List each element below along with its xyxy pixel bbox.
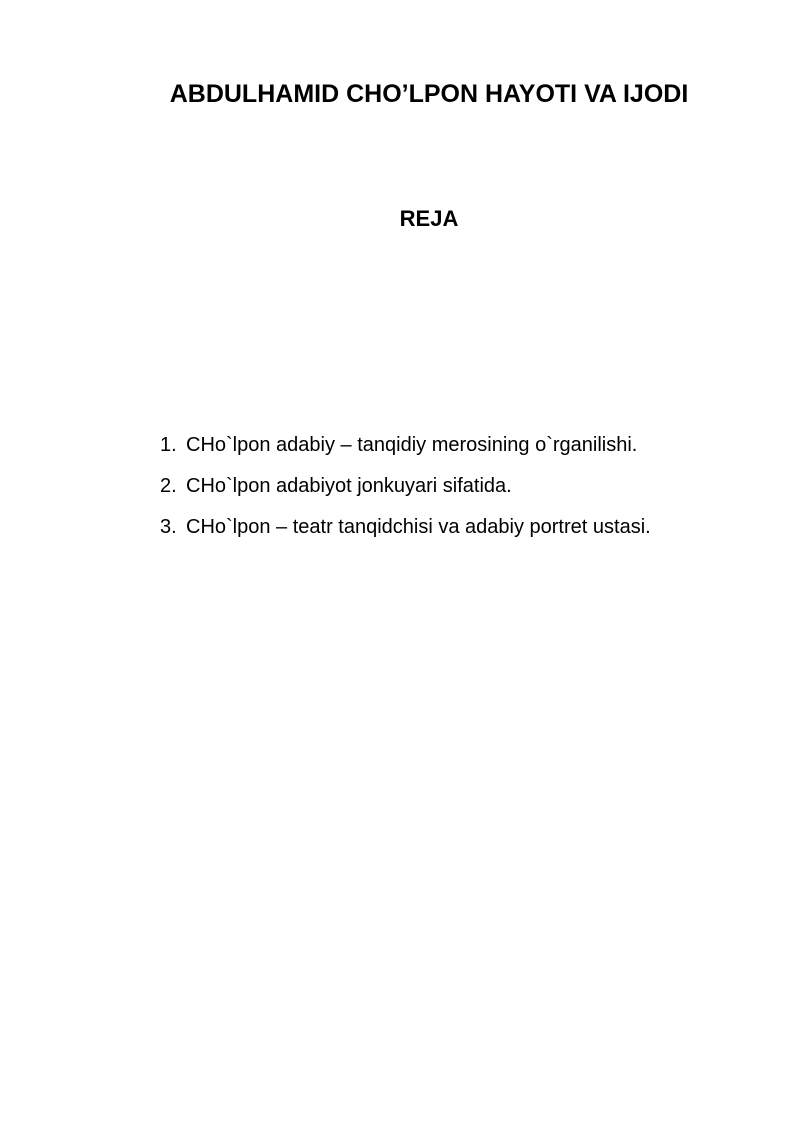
- plan-item-text: CHo`lpon – teatr tanqidchisi va adabiy portret ustasi.: [186, 516, 651, 538]
- plan-item: [160, 466, 651, 507]
- plan-item-number: 1.: [160, 434, 177, 456]
- plan-heading: REJA: [399, 206, 459, 231]
- plan-item-text: CHo`lpon adabiyot jonkuyari sifatida.: [186, 475, 512, 497]
- plan-item-number: 3.: [160, 516, 177, 538]
- plan-item: [160, 425, 651, 466]
- plan-item: [160, 507, 651, 548]
- plan-item-number: 2.: [160, 475, 177, 497]
- document-title: ABDULHAMID CHO’LPON HAYOTI VA IJODI: [169, 80, 689, 108]
- plan-list: [160, 425, 651, 548]
- plan-item-text: CHo`lpon adabiy – tanqidiy merosining o`rganilishi.: [186, 434, 638, 456]
